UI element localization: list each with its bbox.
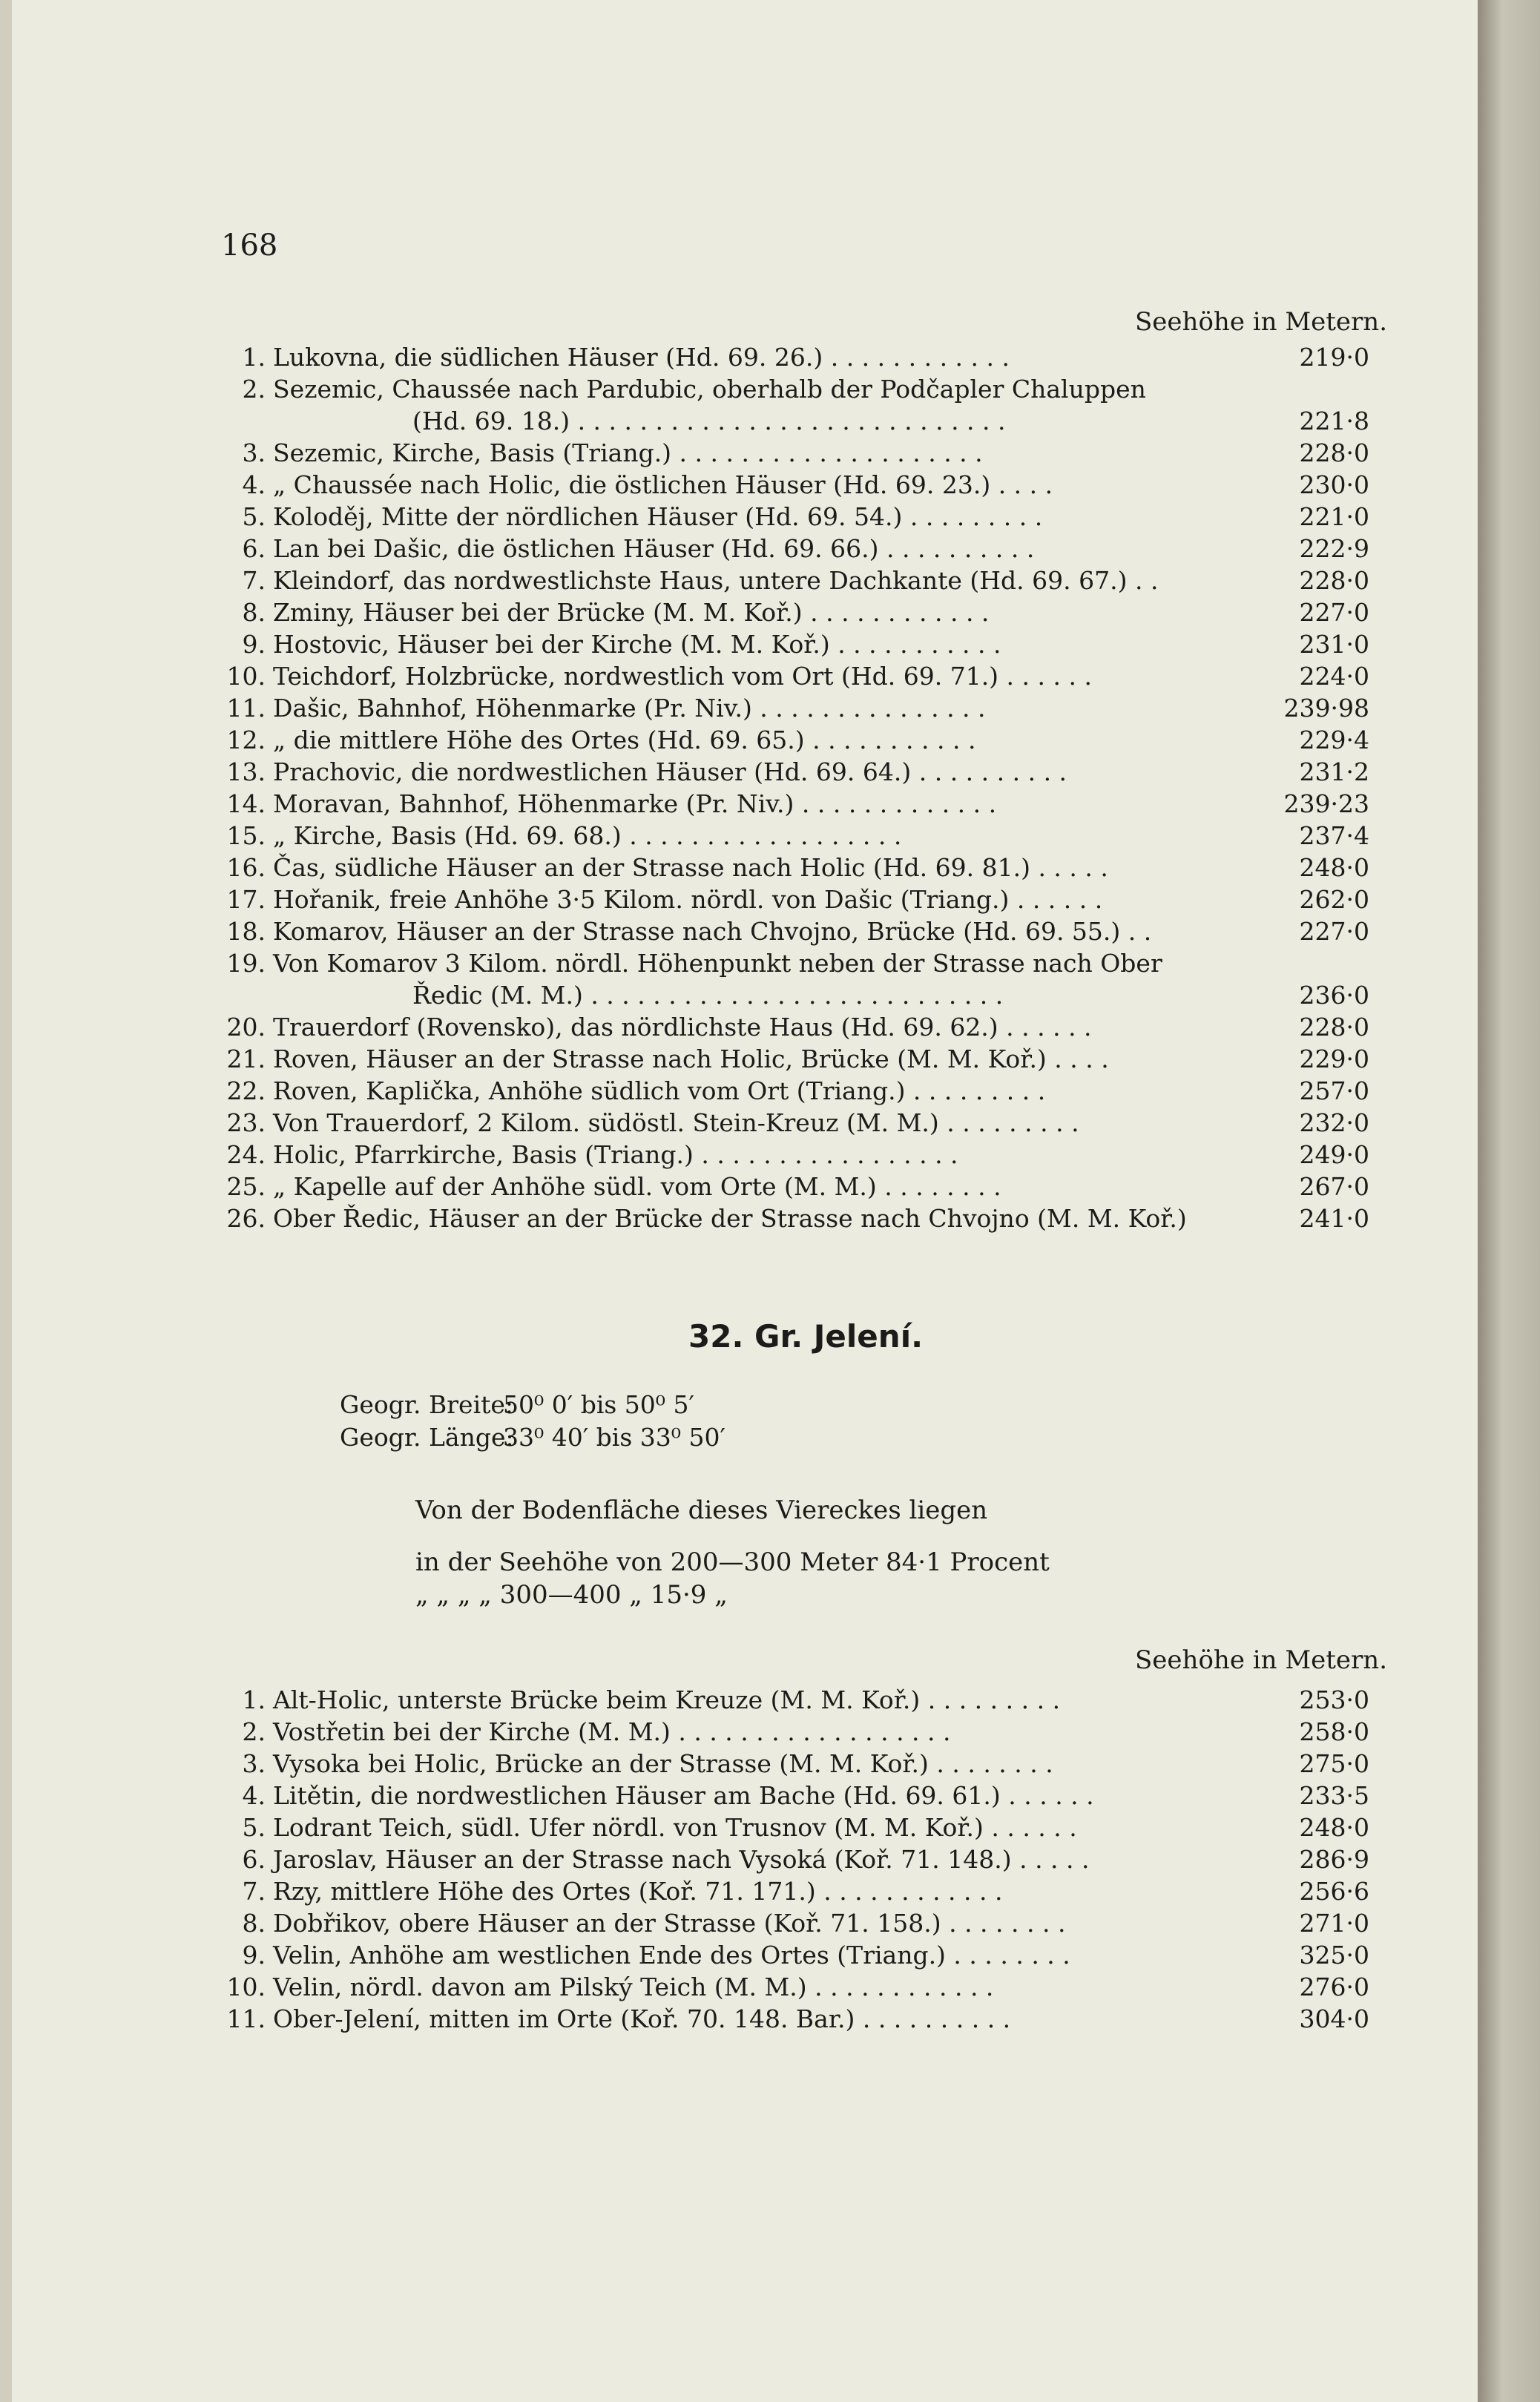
- entry-row: [221, 1749, 1369, 1781]
- entry-row: [221, 630, 1369, 662]
- entry-elevation: 228·0: [1299, 1013, 1369, 1042]
- entry-elevation: 227·0: [1299, 598, 1369, 627]
- entry-text: Velin, nördl. davon am Pilský Teich (M. M.) . . . . . . . . . . . .: [273, 1972, 994, 2001]
- entry-row: [221, 1909, 1369, 1941]
- area-intro: Von der Bodenfläche dieses Viereckes liegen: [415, 1496, 988, 1525]
- entry-text-continued: Ředic (M. M.) . . . . . . . . . . . . . . . . . . . . . . . . . . .: [412, 981, 1004, 1010]
- entry-text: Lodrant Teich, südl. Ufer nördl. von Trusnov (M. M. Koř.) . . . . . .: [273, 1813, 1077, 1842]
- section-title: 32. Gr. Jelení.: [688, 1318, 924, 1355]
- entry-text: Sezemic, Kirche, Basis (Triang.) . . . . . . . . . . . . . . . . . . . .: [273, 438, 983, 467]
- entry-text: Dobřikov, obere Häuser an der Strasse (Koř. 71. 158.) . . . . . . . .: [273, 1909, 1066, 1938]
- entry-elevation: 229·4: [1299, 725, 1369, 754]
- entry-elevation: 258·0: [1299, 1717, 1369, 1746]
- entry-elevation: 231·0: [1299, 630, 1369, 659]
- entry-elevation: 221·8: [1299, 407, 1369, 435]
- entry-text: Von Komarov 3 Kilom. nördl. Höhenpunkt neben der Strasse nach Ober: [273, 949, 1162, 978]
- entry-row: [221, 1140, 1369, 1172]
- geo-longitude-value: 33⁰ 40′ bis 33⁰ 50′: [503, 1423, 725, 1452]
- entry-number: 20.: [226, 1013, 266, 1042]
- entry-elevation: 241·0: [1299, 1204, 1369, 1233]
- entry-text: Prachovic, die nordwestlichen Häuser (Hd. 69. 64.) . . . . . . . . . .: [273, 757, 1067, 786]
- entry-row: [221, 1076, 1369, 1108]
- entry-text: Lukovna, die südlichen Häuser (Hd. 69. 26.) . . . . . . . . . . . .: [273, 343, 1010, 372]
- entry-row: [221, 757, 1369, 789]
- entry-row: [221, 725, 1369, 757]
- entry-row: [221, 343, 1369, 375]
- entry-number: 21.: [226, 1044, 266, 1073]
- entry-number: 18.: [226, 917, 266, 946]
- entry-row: [221, 1941, 1369, 1972]
- entry-row: [221, 2004, 1369, 2036]
- entry-number: 2.: [242, 375, 266, 404]
- entry-number: 1.: [242, 343, 266, 372]
- entry-text: Moravan, Bahnhof, Höhenmarke (Pr. Niv.) . . . . . . . . . . . . .: [273, 789, 997, 818]
- entry-row: [221, 853, 1369, 885]
- entry-number: 7.: [242, 566, 266, 595]
- entry-number: 4.: [242, 470, 266, 499]
- geo-latitude-value: 50⁰ 0′ bis 50⁰ 5′: [503, 1390, 694, 1419]
- entry-number: 2.: [242, 1717, 266, 1746]
- page-number: 168: [221, 228, 278, 263]
- entry-text: „ Chaussée nach Holic, die östlichen Häuser (Hd. 69. 23.) . . . .: [273, 470, 1053, 499]
- entry-text: Lan bei Dašic, die östlichen Häuser (Hd. 69. 66.) . . . . . . . . . .: [273, 534, 1035, 563]
- entry-number: 10.: [226, 1972, 266, 2001]
- entry-text: „ die mittlere Höhe des Ortes (Hd. 69. 65.) . . . . . . . . . . .: [273, 725, 976, 754]
- entry-elevation: 253·0: [1299, 1685, 1369, 1714]
- entry-elevation: 256·6: [1299, 1877, 1369, 1906]
- entry-number: 17.: [226, 885, 266, 914]
- entry-text: Alt-Holic, unterste Brücke beim Kreuze (M. M. Koř.) . . . . . . . . .: [273, 1685, 1061, 1714]
- entry-text: Von Trauerdorf, 2 Kilom. südöstl. Stein-Kreuz (M. M.) . . . . . . . . .: [273, 1108, 1079, 1137]
- entry-elevation: 262·0: [1299, 885, 1369, 914]
- entry-row: [221, 1813, 1369, 1845]
- entry-elevation: 257·0: [1299, 1076, 1369, 1105]
- entry-row: [221, 1845, 1369, 1877]
- entry-elevation: 249·0: [1299, 1140, 1369, 1169]
- entry-row: [221, 694, 1369, 725]
- entry-elevation: 227·0: [1299, 917, 1369, 946]
- entry-row: [221, 885, 1369, 917]
- entry-row: [221, 1781, 1369, 1813]
- entry-elevation: 239·23: [1283, 789, 1369, 818]
- entry-row: [221, 598, 1369, 630]
- entry-row: [221, 534, 1369, 566]
- entry-text: Trauerdorf (Rovensko), das nördlichste Haus (Hd. 69. 62.) . . . . . .: [273, 1013, 1092, 1042]
- area-row-1: in der Seehöhe von 200—300 Meter 84·1 Procent: [415, 1547, 1050, 1577]
- entry-number: 14.: [226, 789, 266, 818]
- entry-text: Litětin, die nordwestlichen Häuser am Bache (Hd. 69. 61.) . . . . . .: [273, 1781, 1094, 1810]
- entry-text: Velin, Anhöhe am westlichen Ende des Ortes (Triang.) . . . . . . . .: [273, 1941, 1070, 1970]
- entry-text: „ Kapelle auf der Anhöhe südl. vom Orte (M. M.) . . . . . . . .: [273, 1172, 1001, 1201]
- entry-row: [221, 1172, 1369, 1204]
- book-spine: [1478, 0, 1540, 2402]
- entry-elevation: 304·0: [1299, 2004, 1369, 2033]
- entry-row: [221, 470, 1369, 502]
- entry-number: 11.: [226, 694, 266, 723]
- entry-text: Čas, südliche Häuser an der Strasse nach Holic (Hd. 69. 81.) . . . . .: [273, 853, 1108, 882]
- entry-elevation: 232·0: [1299, 1108, 1369, 1137]
- entry-elevation: 325·0: [1299, 1941, 1369, 1970]
- entry-elevation: 222·9: [1299, 534, 1369, 563]
- entry-elevation: 248·0: [1299, 1813, 1369, 1842]
- entry-row: [221, 1204, 1369, 1236]
- entry-text: Ober-Jelení, mitten im Orte (Koř. 70. 148. Bar.) . . . . . . . . . .: [273, 2004, 1011, 2033]
- entry-number: 11.: [226, 2004, 266, 2033]
- entry-row: [221, 1044, 1369, 1076]
- entry-text: Holic, Pfarrkirche, Basis (Triang.) . . . . . . . . . . . . . . . . .: [273, 1140, 958, 1169]
- entry-number: 22.: [226, 1076, 266, 1105]
- entry-text: Vostřetin bei der Kirche (M. M.) . . . . . . . . . . . . . . . . . .: [273, 1717, 951, 1746]
- entry-row: [221, 566, 1369, 598]
- entry-row: [221, 438, 1369, 470]
- entry-elevation: 276·0: [1299, 1972, 1369, 2001]
- entry-elevation: 228·0: [1299, 566, 1369, 595]
- entry-text: Sezemic, Chaussée nach Pardubic, oberhalb der Podčapler Chaluppen: [273, 375, 1146, 404]
- entry-number: 13.: [226, 757, 266, 786]
- column-header-1: Seehöhe in Metern.: [1135, 307, 1387, 337]
- entry-row: [221, 1108, 1369, 1140]
- entry-elevation: 275·0: [1299, 1749, 1369, 1778]
- entry-row: [221, 1013, 1369, 1044]
- column-header-2: Seehöhe in Metern.: [1135, 1645, 1387, 1675]
- entry-row: [221, 1877, 1369, 1909]
- entry-number: 3.: [242, 438, 266, 467]
- entry-row: [221, 949, 1369, 1013]
- entry-elevation: 231·2: [1299, 757, 1369, 786]
- entry-row: [221, 1685, 1369, 1717]
- entry-elevation: 233·5: [1299, 1781, 1369, 1810]
- entry-number: 8.: [242, 598, 266, 627]
- entry-text: Komarov, Häuser an der Strasse nach Chvojno, Brücke (Hd. 69. 55.) . .: [273, 917, 1152, 946]
- entry-text: Ober Ředic, Häuser an der Brücke der Strasse nach Chvojno (M. M. Koř.): [273, 1204, 1187, 1233]
- entry-number: 5.: [242, 1813, 266, 1842]
- entry-number: 25.: [226, 1172, 266, 1201]
- entry-number: 24.: [226, 1140, 266, 1169]
- entry-text: Roven, Kaplička, Anhöhe südlich vom Ort (Triang.) . . . . . . . . .: [273, 1076, 1046, 1105]
- entry-elevation: 228·0: [1299, 438, 1369, 467]
- entry-text: Teichdorf, Holzbrücke, nordwestlich vom Ort (Hd. 69. 71.) . . . . . .: [273, 662, 1092, 691]
- entry-number: 7.: [242, 1877, 266, 1906]
- entry-number: 4.: [242, 1781, 266, 1810]
- area-row-2: „ „ „ „ 300—400 „ 15·9 „: [415, 1580, 728, 1610]
- entry-text: Kleindorf, das nordwestlichste Haus, untere Dachkante (Hd. 69. 67.) . .: [273, 566, 1159, 595]
- entry-number: 19.: [226, 949, 266, 978]
- entry-row: [221, 917, 1369, 949]
- entry-number: 6.: [242, 1845, 266, 1874]
- entry-number: 8.: [242, 1909, 266, 1938]
- entry-text: Koloděj, Mitte der nördlichen Häuser (Hd. 69. 54.) . . . . . . . . .: [273, 502, 1043, 531]
- entry-text-continued: (Hd. 69. 18.) . . . . . . . . . . . . . . . . . . . . . . . . . . . .: [412, 407, 1006, 435]
- entry-number: 1.: [242, 1685, 266, 1714]
- entry-elevation: 239·98: [1283, 694, 1369, 723]
- entry-number: 15.: [226, 821, 266, 850]
- entry-elevation: 237·4: [1299, 821, 1369, 850]
- entry-number: 10.: [226, 662, 266, 691]
- entry-number: 23.: [226, 1108, 266, 1137]
- entry-row: [221, 1972, 1369, 2004]
- entry-elevation: 286·9: [1299, 1845, 1369, 1874]
- entry-row: [221, 662, 1369, 694]
- entry-row: [221, 789, 1369, 821]
- entry-text: Hostovic, Häuser bei der Kirche (M. M. Koř.) . . . . . . . . . . .: [273, 630, 1001, 659]
- entry-row: [221, 375, 1369, 438]
- entry-row: [221, 502, 1369, 534]
- entry-text: Rzy, mittlere Höhe des Ortes (Koř. 71. 171.) . . . . . . . . . . . .: [273, 1877, 1003, 1906]
- geo-longitude-label: Geogr. Länge:: [340, 1423, 514, 1452]
- entry-number: 26.: [226, 1204, 266, 1233]
- entry-number: 5.: [242, 502, 266, 531]
- entry-elevation: 229·0: [1299, 1044, 1369, 1073]
- entry-elevation: 221·0: [1299, 502, 1369, 531]
- entry-row: [221, 821, 1369, 853]
- entry-elevation: 224·0: [1299, 662, 1369, 691]
- entry-text: Hořanik, freie Anhöhe 3·5 Kilom. nördl. von Dašic (Triang.) . . . . . .: [273, 885, 1103, 914]
- entry-elevation: 230·0: [1299, 470, 1369, 499]
- entry-elevation: 267·0: [1299, 1172, 1369, 1201]
- entry-text: „ Kirche, Basis (Hd. 69. 68.) . . . . . . . . . . . . . . . . . .: [273, 821, 902, 850]
- entry-number: 9.: [242, 630, 266, 659]
- entry-number: 12.: [226, 725, 266, 754]
- entry-text: Roven, Häuser an der Strasse nach Holic, Brücke (M. M. Koř.) . . . .: [273, 1044, 1109, 1073]
- geo-latitude-label: Geogr. Breite:: [340, 1390, 514, 1419]
- entry-elevation: 236·0: [1299, 981, 1369, 1010]
- entry-row: [221, 1717, 1369, 1749]
- entry-text: Dašic, Bahnhof, Höhenmarke (Pr. Niv.) . . . . . . . . . . . . . . .: [273, 694, 986, 723]
- entry-number: 9.: [242, 1941, 266, 1970]
- entry-text: Zminy, Häuser bei der Brücke (M. M. Koř.) . . . . . . . . . . . .: [273, 598, 990, 627]
- entry-number: 6.: [242, 534, 266, 563]
- entry-text: Vysoka bei Holic, Brücke an der Strasse (M. M. Koř.) . . . . . . . .: [273, 1749, 1053, 1778]
- entry-number: 16.: [226, 853, 266, 882]
- entry-elevation: 219·0: [1299, 343, 1369, 372]
- entry-text: Jaroslav, Häuser an der Strasse nach Vysoká (Koř. 71. 148.) . . . . .: [273, 1845, 1090, 1874]
- entry-elevation: 271·0: [1299, 1909, 1369, 1938]
- entry-elevation: 248·0: [1299, 853, 1369, 882]
- entry-number: 3.: [242, 1749, 266, 1778]
